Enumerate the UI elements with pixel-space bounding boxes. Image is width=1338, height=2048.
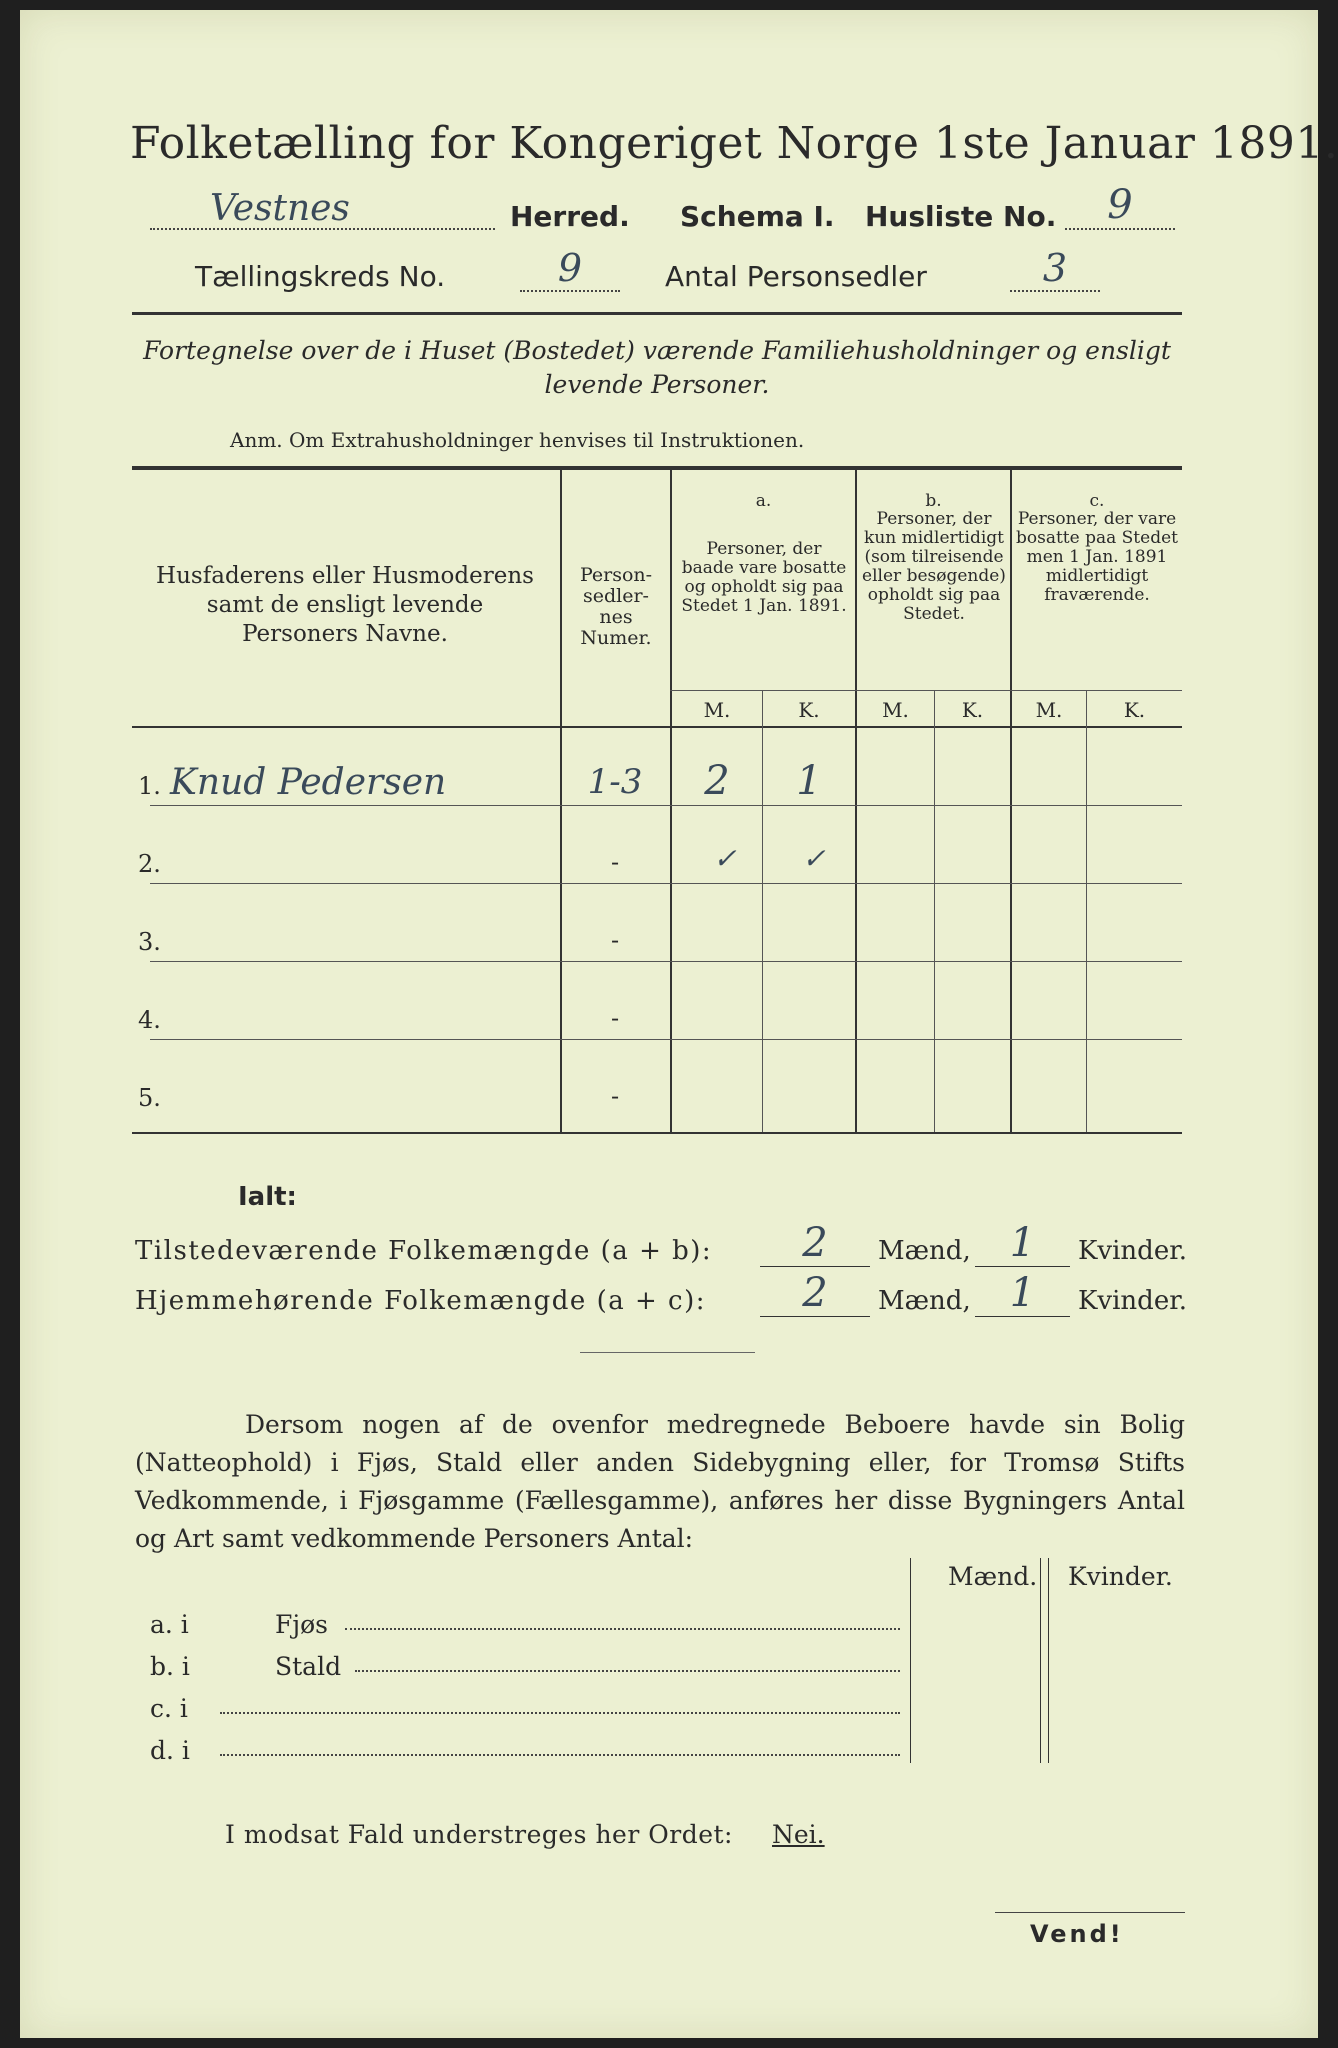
a-k-label: K. xyxy=(798,698,820,722)
tilstede-kvinder-value: 1 xyxy=(975,1220,1070,1267)
c-k-label: K. xyxy=(1123,698,1146,722)
buildings-kvinder-header: Kvinder. xyxy=(1068,1562,1173,1591)
table-header-rule xyxy=(132,726,1182,728)
col-b-header: Personer, der kun midlertidigt (som tilreisende eller besøgende) opholdt sig paa Stedet. xyxy=(862,509,1006,624)
c-m-label: M. xyxy=(1035,698,1063,722)
intro-line1: Fortegnelse over de i Huset (Bostedet) værende Familiehusholdninger og ensligt xyxy=(143,336,1171,365)
col-c-letter: c. xyxy=(1089,491,1105,511)
anm-note: Anm. Om Extrahusholdninger henvises til Instruktionen. xyxy=(230,428,805,452)
husliste-value: 9 xyxy=(1065,182,1175,230)
header-rule xyxy=(132,312,1182,315)
nei-word: Nei. xyxy=(772,1820,825,1849)
hjemme-maend-label: Mænd, xyxy=(878,1286,971,1316)
a-m-label: M. xyxy=(703,698,731,722)
buildings-paragraph: Dersom nogen af de ovenfor medregnede Beboere havde sin Bolig (Natteophold) i Fjøs, Stald eller anden Sidebygning eller, for Tromsø Stifts Vedkommende, i Fjøsgamme (Fællesgamme), anføres her disse Bygningers Antal og Art samt vedkommende Personers Antal: xyxy=(135,1410,1185,1553)
intro-line2: levende Personer. xyxy=(544,370,770,399)
form-title: Folketælling for Kongeriget Norge 1ste Januar 1891. xyxy=(130,118,1338,169)
hjemme-label: Hjemmehørende Folkemængde (a + c): xyxy=(135,1286,706,1316)
separator-squiggle xyxy=(580,1352,755,1353)
buildings-maend-header: Mænd. xyxy=(948,1562,1038,1591)
herred-label: Herred. xyxy=(510,200,630,233)
building-row-label: Fjøs xyxy=(275,1610,328,1639)
col-a-letter: a. xyxy=(755,491,772,511)
husliste-label: Husliste No. xyxy=(865,200,1057,233)
col-c-header: Personer, der vare bosatte paa Stedet men 1 Jan. 1891 midlertidigt fraværende. xyxy=(1016,509,1178,605)
personsedler-label: Antal Personsedler xyxy=(665,260,927,293)
row-a-k: 1 xyxy=(796,758,822,804)
row-personsedler-num: - xyxy=(610,1004,620,1032)
row-number: 1. xyxy=(138,772,161,800)
col-b-letter: b. xyxy=(925,491,942,511)
col-a-header: Personer, der baade vare bosatte og opholdt sig paa Stedet 1 Jan. 1891. xyxy=(681,539,847,616)
tilstede-maend-label: Mænd, xyxy=(878,1236,971,1266)
census-form-page xyxy=(20,10,1338,2038)
building-row-letter: b. i xyxy=(150,1652,190,1681)
vend-label: Vend! xyxy=(1030,1920,1124,1948)
row-name: Knud Pedersen xyxy=(170,762,447,803)
row-personsedler-num: - xyxy=(610,848,620,876)
table-bottom-rule xyxy=(132,1132,1182,1134)
herred-value: Vestnes xyxy=(150,188,495,230)
kreds-value: 9 xyxy=(520,246,620,292)
building-row-letter: a. i xyxy=(150,1610,189,1639)
col-num-header: Person-sedler-nes Numer. xyxy=(579,564,653,649)
row-personsedler-num: 1-3 xyxy=(587,762,643,802)
row-a-m: ✓ xyxy=(713,842,737,875)
tilstede-maend-value: 2 xyxy=(760,1220,870,1267)
ialt-label: Ialt: xyxy=(238,1182,297,1212)
row-number: 5. xyxy=(138,1084,161,1112)
building-row-letter: d. i xyxy=(150,1736,190,1765)
building-row-label: Stald xyxy=(275,1652,342,1681)
building-row-letter: c. i xyxy=(150,1694,188,1723)
hjemme-kvinder-label: Kvinder. xyxy=(1078,1286,1188,1316)
hjemme-maend-value: 2 xyxy=(760,1270,870,1317)
row-personsedler-num: - xyxy=(610,1082,620,1110)
row-a-m: 2 xyxy=(704,758,730,804)
kreds-label: Tællingskreds No. xyxy=(195,260,446,293)
schema-label: Schema I. xyxy=(680,200,835,233)
row-number: 2. xyxy=(138,850,161,878)
row-a-k: ✓ xyxy=(802,842,826,875)
tilstede-kvinder-label: Kvinder. xyxy=(1078,1236,1188,1266)
b-m-label: M. xyxy=(882,698,909,722)
modsat-label: I modsat Fald understreges her Ordet: xyxy=(225,1820,733,1849)
col-name-header: Husfaderens eller Husmoderens samt de ensligt levende Personers Navne. xyxy=(156,563,534,647)
personsedler-value: 3 xyxy=(1010,246,1100,292)
row-number: 4. xyxy=(138,1006,161,1034)
table-top-rule xyxy=(132,466,1182,470)
b-k-label: K. xyxy=(961,698,984,722)
row-number: 3. xyxy=(138,928,161,956)
tilstede-label: Tilstedeværende Folkemængde (a + b): xyxy=(135,1236,713,1266)
hjemme-kvinder-value: 1 xyxy=(975,1270,1070,1317)
row-personsedler-num: - xyxy=(610,926,620,954)
